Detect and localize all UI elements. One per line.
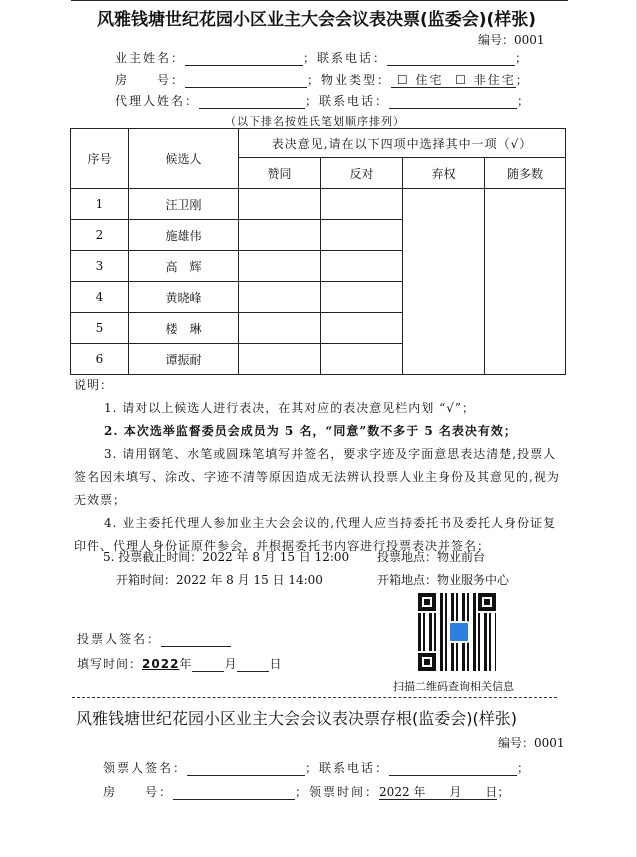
candidate-name: 楼 琳 [129,313,239,344]
row-no: 3 [71,251,129,282]
oppose-cell[interactable] [321,189,403,220]
qr-finder [478,593,496,611]
note-2: 2. 本次选举监督委员会成员为 5 名，“同意”数不多于 5 名表决有效； [104,424,517,438]
property-type-label: 物业类型： [321,73,392,87]
cut-line [72,697,557,698]
top-rule [71,0,568,1]
fill-day-field[interactable] [237,659,269,672]
candidate-name: 谭振耐 [129,344,239,375]
fill-month-field[interactable] [192,659,224,672]
room-label: 房 号： [115,73,186,87]
col-no-header: 序号 [71,129,129,189]
month-label: 月 [224,657,238,671]
deadline: 5. 投票截止时间：2022 年 8 月 15 日 12:00 [103,550,350,564]
receiver-sign-label: 领票人签名： [103,761,188,775]
phone-field[interactable] [387,53,515,66]
stub-room-row: 房 号： ；领票时间：2022 年 月 日； [103,785,512,799]
agree-cell[interactable] [239,282,321,313]
voter-sign-row [77,630,231,647]
agree-cell[interactable] [239,313,321,344]
row-no: 1 [71,189,129,220]
fill-time-row [77,655,282,672]
abstain-cell[interactable] [403,189,485,375]
proxy-phone-field[interactable] [389,96,517,109]
stub-room-field[interactable] [173,787,295,800]
ballot-title: 风雅钱塘世纪花园小区业主大会会议表决票(监委会)(样张) [97,10,537,30]
phone-label: 联系电话： [317,51,388,65]
oppose-cell[interactable] [321,282,403,313]
qr-code [418,593,496,671]
fill-time-label: 填写时间： [77,657,143,671]
col-abstain: 弃权 [403,158,485,189]
table-row [71,189,566,220]
agree-cell[interactable] [239,220,321,251]
oppose-cell[interactable] [321,220,403,251]
agree-cell[interactable] [239,251,321,282]
room-field[interactable] [185,75,307,88]
note-1: 1. 请对以上候选人进行表决，在其对应的表决意见栏内划 “√”； [104,401,475,415]
owner-name-label: 业主姓名： [115,51,186,65]
row-no: 5 [71,313,129,344]
room-row: 房 号： ；物业类型： ☐ 住宅 ☐ 非住宅； [115,73,530,87]
agree-cell[interactable] [239,189,321,220]
qr-finder [418,593,436,611]
notes [74,374,564,558]
notes-title: 说明： [74,378,114,392]
candidate-name: 汪卫刚 [129,189,239,220]
proxy-name-field[interactable] [199,96,305,109]
qr-logo-icon [448,621,470,643]
col-agree: 赞同 [239,158,321,189]
stub-room-label: 房 号： [103,785,174,799]
nonresidential-checkbox[interactable]: ☐ [455,73,468,87]
owner-name-field[interactable] [185,53,303,66]
row-no: 2 [71,220,129,251]
col-follow-majority: 随多数 [485,158,566,189]
stub-title: 风雅钱塘世纪花园小区业主大会会议表决票存根(监委会)(样张) [76,709,517,728]
candidate-name: 施雄伟 [129,220,239,251]
note-4: 4. 业主委托代理人参加业主大会会议的,代理人应当持委托书及委托人身份证复印件、代理人身份证原件参会，并根据委托书内容进行投票表决并签名； [74,516,557,553]
qr-caption: 扫描二维码查询相关信息 [393,680,514,693]
row-no: 6 [71,344,129,375]
proxy-phone-label: 联系电话： [319,94,390,108]
voter-sign-label: 投票人签名： [77,632,162,646]
opinion-header: 表决意见,请在以下四项中选择其中一项（√） [239,129,566,158]
col-oppose: 反对 [321,158,403,189]
nonresidential-label: 非住宅 [473,73,516,87]
oppose-cell[interactable] [321,313,403,344]
serial-number: 编号：0001 [478,33,545,47]
vote-table [70,128,566,375]
residential-checkbox[interactable]: ☐ [396,73,410,87]
note-3: 3. 请用钢笔、水笔或圆珠笔填写并签名，要求字迹及字面意思表达清楚,投票人签名因未填写、涂改、字迹不清等原因造成无法辨认投票人业主身份及其意见的,视为无效票； [74,447,560,507]
col-candidate-header: 候选人 [129,129,239,189]
fill-year: 2022 [142,657,180,671]
stub-phone-field[interactable] [389,763,517,776]
qr-finder [418,653,436,671]
oppose-cell[interactable] [321,344,403,375]
vote-location: 投票地点：物业前台 [377,550,486,564]
oppose-cell[interactable] [321,251,403,282]
receive-time-field[interactable]: 2022 年 月 日 [379,785,498,799]
owner-name-row: 业主姓名： ；联系电话： ； [115,51,530,65]
stub-serial: 编号：0001 [498,736,565,750]
proxy-row: 代理人姓名： ；联系电话： ； [115,94,532,108]
candidate-name: 高 辉 [129,251,239,282]
order-note: （以下排名按姓氏笔划顺序排列） [225,115,405,128]
receiver-sign-field[interactable] [187,763,305,776]
day-label: 日 [269,657,283,671]
receive-time-label: 领票时间： [309,785,380,799]
agree-cell[interactable] [239,344,321,375]
proxy-name-label: 代理人姓名： [115,94,200,108]
voter-sign-field[interactable] [161,634,231,647]
year-label: 年 [179,657,193,671]
open-location: 开箱地点：物业服务中心 [377,573,510,587]
open-time: 开箱时间：2022 年 8 月 15 日 14:00 [116,573,323,587]
candidate-name: 黄晓峰 [129,282,239,313]
stub-phone-label: 联系电话： [319,761,390,775]
stub-receiver-row: 领票人签名： ；联系电话： ； [103,761,532,775]
residential-label: 住宅 [415,73,444,87]
row-no: 4 [71,282,129,313]
follow-majority-cell[interactable] [485,189,566,375]
